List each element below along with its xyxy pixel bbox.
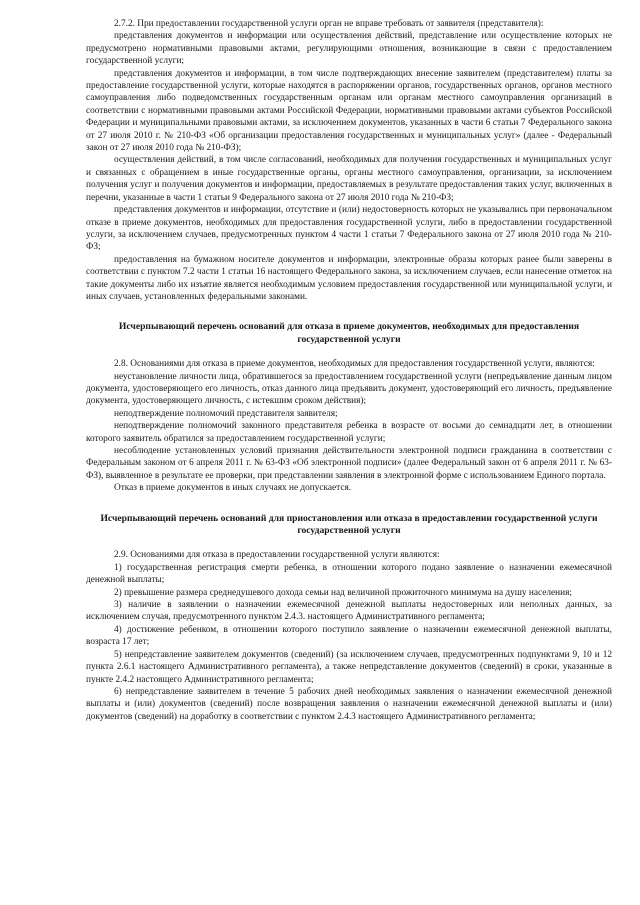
list-item: представления документов и информации, в том числе подтверждающих внесение заявителем (представителем) платы за предоставление государственной услуги, которые находятся в распоряжении органов, государственных органов, органов местного самоуправления либо подведомственных государственным органам или органам местного самоуправления организаций в соответствии с нормативными правовыми актами Российской Федерации, нормативными правовыми актами субъектов Российской Федерации и муниципальными правовыми актами, за исключением документов, указанных в части 6 статьи 7 Федерального закона от 27 июля 2010 г. № 210-ФЗ «Об организации предоставления государственных и муниципальных услуг» (далее - Федеральный закон от 27 июля 2010 года № 210-ФЗ); (86, 68, 612, 154)
heading-suspension-refusal: Исчерпывающий перечень оснований для приостановления или отказа в предоставлении государственной услуги государственной услуги (100, 512, 598, 537)
paragraph-intro: 2.7.2. При предоставлении государственной услуги орган не вправе требовать от заявителя (представителя): (114, 19, 544, 29)
list-item: неустановление личности лица, обратившегося за предоставлением государственной услуги (непредъявление данным лицом документа, удостоверяющего его личность, отказ данного лица предъявить документ, удостоверяющий его личность, предъявление документа, удостоверяющего личность, с истекшим сроком действия); (86, 371, 612, 407)
list-item: 1) государственная регистрация смерти ребенка, в отношении которого подано заявление о назначении ежемесячной денежной выплаты; (86, 562, 612, 586)
list-item: 6) непредставление заявителем в течение 5 рабочих дней необходимых заявления о назначении ежемесячной денежной выплаты и (или) документов (сведений) после возвращения заявления о назначении ежемесячной денежной выплаты и (или) документов (сведений) на доработку в соответствии с пунктом 2.4.3 настоящего Административного регламента; (86, 686, 612, 722)
paragraph-intro: 2.8. Основаниями для отказа в приеме документов, необходимых для предоставления государственной услуги, являются: (114, 359, 595, 370)
list-item: предоставления на бумажном носителе документов и информации, электронные образы которых ранее были заверены в соответствии с пунктом 7.2 части 1 статьи 16 настоящего Федерального закона, за исключением случаев, если нанесение отметок на такие документы либо их изъятие является необходимым условием предоставления государственной или муниципальной услуги, и иных случаев, установленных федеральными законами. (86, 254, 612, 302)
paragraph-intro: 2.9. Основаниями для отказа в предоставлении государственной услуги являются: (114, 550, 440, 561)
list-item: несоблюдение установленных условий признания действительности электронной подписи гражданина в соответствии с Федеральным законом от 6 апреля 2011 г. № 63-ФЗ «Об электронной подписи» (далее Федеральный закон от 6 апреля 2011 г. № 63-ФЗ), выявленное в результате ее проверки, при представлении заявления в электронной форме с использованием Единого портала. (86, 446, 612, 481)
list-item: 2) превышение размера среднедушевого дохода семьи над величиной прожиточного минимума на душу населения; (114, 587, 572, 598)
list-item: неподтверждение полномочий законного представителя ребенка в возрасте от восьми до семнадцати лет, в отношении которого заявитель обратился за предоставлением государственной услуги; (86, 421, 612, 444)
section-2-9 (86, 549, 612, 723)
list-item: 3) наличие в заявлении о назначении ежемесячной денежной выплаты недостоверных или неполных данных, за исключением случая, предусмотренного пунктом 2.4.3. настоящего Административного регламента; (86, 600, 612, 623)
section-2-7-2 (86, 18, 612, 303)
list-item: 5) непредставление заявителем документов (сведений) (за исключением случаев, предусмотренных подпунктами 9, 10 и 12 пункта 2.6.1 настоящего Административного регламента), а также непредставление документов (сведений) в сроки, указанные в пункте 2.4.2 настоящего Административного регламента; (86, 649, 612, 685)
list-item: 4) достижение ребенком, в отношении которого поступило заявление о назначении ежемесячной денежной выплаты, возраста 17 лет; (86, 624, 612, 648)
list-item: неподтверждение полномочий представителя заявителя; (114, 408, 338, 419)
section-2-8 (86, 358, 612, 494)
list-item: представления документов и информации или осуществления действий, представление или осуществление которых не предусмотрено нормативными правовыми актами, регулирующими отношения, возникающие в связи с предоставлением государственной услуги; (86, 31, 612, 67)
list-item: представления документов и информации, отсутствие и (или) недостоверность которых не указывались при первоначальном отказе в приеме документов, необходимых для предоставления государственной услуги, либо в предоставлении государственной услуги, за исключением случаев, предусмотренных пунктом 4 части 1 статьи 7 Федерального закона от 27 июля 2010 года № 210-ФЗ; (86, 205, 612, 253)
list-item: осуществления действий, в том числе согласований, необходимых для получения государственных и муниципальных услуг и связанных с обращением в иные государственные органы, органы местного самоуправления, организации, за исключением получения услуг и получения документов и информации, предоставляемых в результате предоставления таких услуг, включенных в перечни, указанные в части 1 статьи 9 Федерального закона от 27 июля 2010 года № 210-ФЗ; (86, 155, 612, 203)
heading-refusal-documents: Исчерпывающий перечень оснований для отказа в приеме документов, необходимых для предоставления государственной услуги (118, 321, 580, 345)
list-item: Отказ в приеме документов в иных случаях не допускается. (114, 483, 352, 494)
